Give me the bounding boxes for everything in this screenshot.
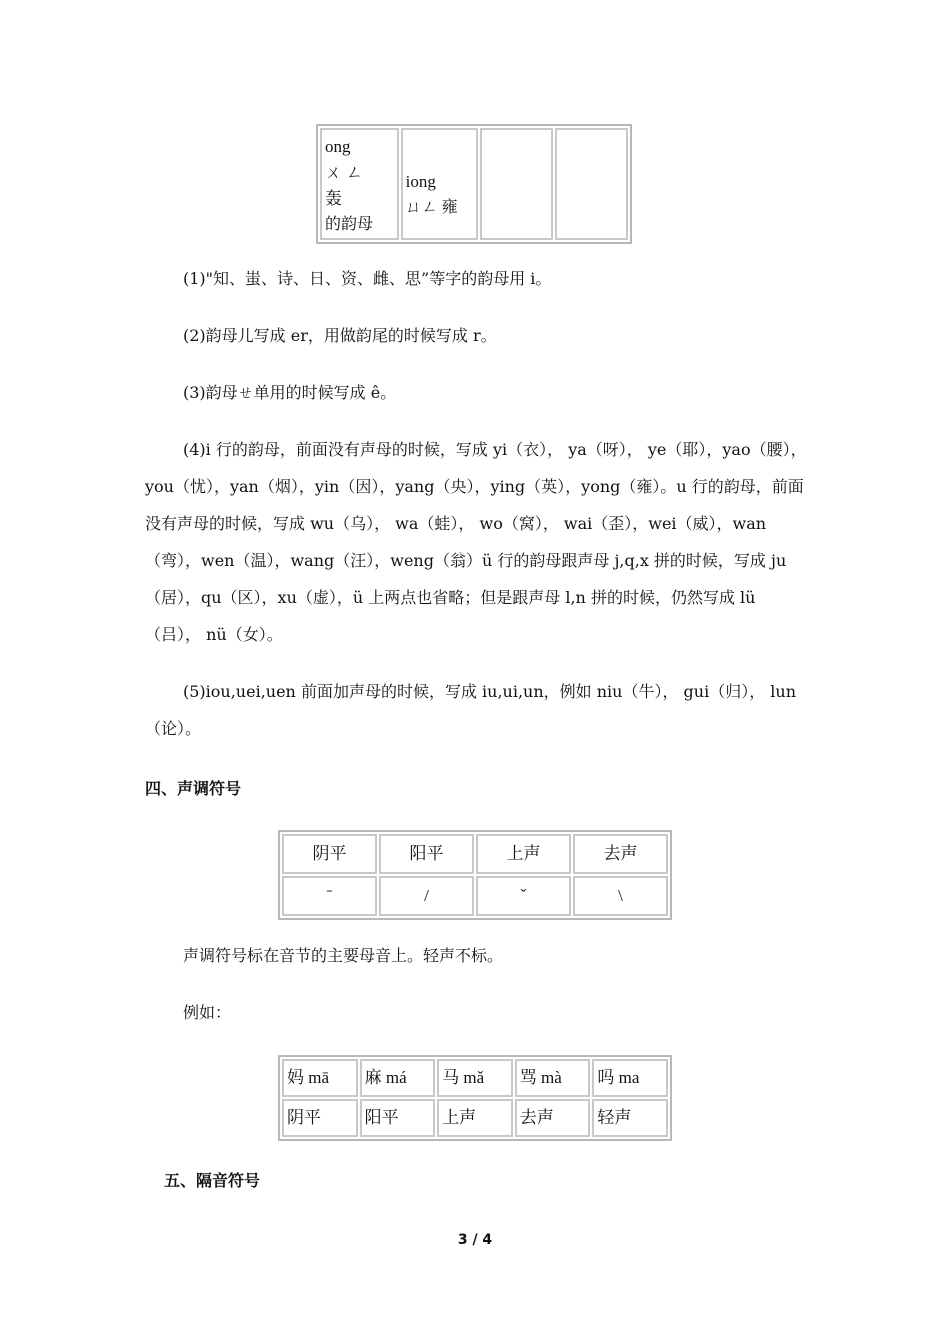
example-syllable-cell: 马 mǎ [437, 1059, 513, 1097]
section-heading-tone-marks: 四、声调符号 [145, 779, 242, 798]
yunmu-table [316, 124, 632, 244]
example-tone-cell: 阴平 [282, 1099, 358, 1137]
example-syllable-cell: 妈 mā [282, 1059, 358, 1097]
yunmu-pinyin: iong [405, 172, 436, 191]
tone-mark-cell: \ [573, 876, 668, 916]
example-syllable-cell: 麻 má [360, 1059, 436, 1097]
rule-3: (3)韵母ㄝ单用的时候写成 ê。 [183, 383, 397, 402]
yunmu-zhuyin: ㄨㄥ 轰 [325, 163, 367, 208]
tone-mark-cell: / [379, 876, 474, 916]
tone-note: 声调符号标在音节的主要母音上。轻声不标。 [183, 946, 504, 965]
yunmu-pinyin: ong [325, 137, 351, 156]
section-heading-separator: 五、隔音符号 [164, 1171, 261, 1190]
rule-4: (4)i 行的韵母，前面没有声母的时候，写成 yi（衣）， ya（呀）， ye（耶），yao（腰），you（忧），yan（烟），yin（因），yang（央），ying（英），yong（雍）。u 行的韵母，前面没有声母的时候，写成 wu（乌）， wa（蛙）， wo（窝）， wai（歪），wei（威），wan（弯），wen（温），wang（汪），weng（翁）ü 行的韵母跟声母 j,q,x 拼的时候，写成 ju（居），qu（区），xu（虚），ü 上两点也省略；但是跟声母 l,n 拼的时候，仍然写成 lü（吕）， nü（女）。 [145, 440, 807, 644]
page-number: 3 / 4 [457, 1232, 493, 1248]
rule-5: (5)iou,uei,uen 前面加声母的时候，写成 iu,ui,un，例如 niu（牛）， gui（归）， lun（论）。 [145, 682, 797, 738]
tone-marks-table [278, 830, 672, 920]
tone-examples-table [278, 1055, 672, 1141]
example-tone-cell: 轻声 [592, 1099, 668, 1137]
example-tone-cell: 阳平 [360, 1099, 436, 1137]
example-tone-cell: 上声 [437, 1099, 513, 1137]
yunmu-cell-iong [401, 128, 478, 240]
yunmu-cell-empty [555, 128, 628, 240]
yunmu-zhuyin: ㄩㄥ 雍 [405, 199, 458, 216]
example-syllable-cell: 骂 mà [515, 1059, 591, 1097]
example-tone-cell: 去声 [515, 1099, 591, 1137]
example-label: 例如： [183, 1003, 232, 1022]
tone-name-cell: 阴平 [282, 834, 377, 874]
tone-mark-cell: ˇ [476, 876, 571, 916]
yunmu-note: 的韵母 [325, 216, 374, 233]
tone-mark-cell: ˉ [282, 876, 377, 916]
rule-2: (2)韵母儿写成 er，用做韵尾的时候写成 r。 [183, 326, 497, 345]
tone-name-cell: 阳平 [379, 834, 474, 874]
yunmu-cell-ong [320, 128, 399, 240]
rule-1: (1)"知、蚩、诗、日、资、雌、思”等字的韵母用 i。 [183, 269, 552, 288]
tone-name-cell: 上声 [476, 834, 571, 874]
yunmu-cell-empty [480, 128, 553, 240]
example-syllable-cell: 吗 ma [592, 1059, 668, 1097]
tone-name-cell: 去声 [573, 834, 668, 874]
